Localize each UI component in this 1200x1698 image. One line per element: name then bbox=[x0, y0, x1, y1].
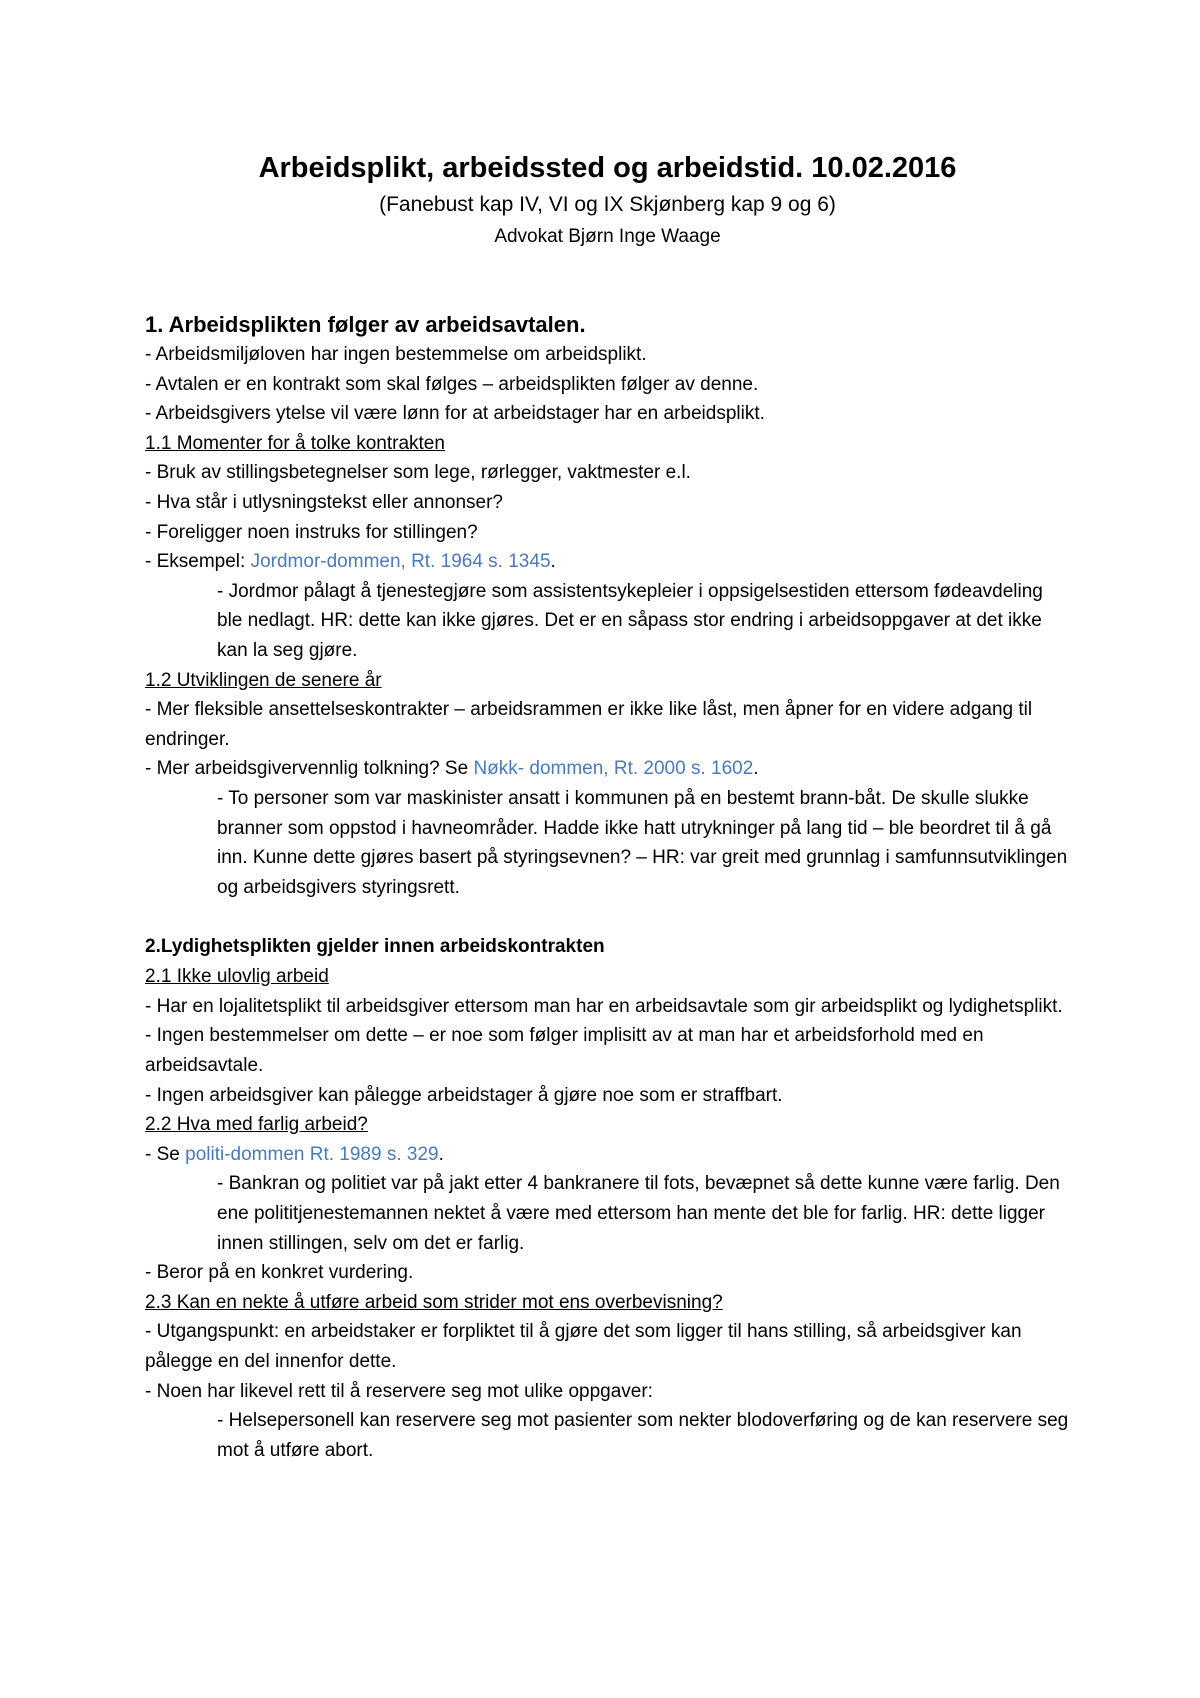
section-1-heading: 1. Arbeidsplikten følger av arbeidsavtalen. bbox=[145, 312, 586, 337]
subsection-2-3-bullet: - Noen har likevel rett til å reservere seg mot ulike oppgaver: bbox=[145, 1380, 653, 1402]
bullet-suffix: . bbox=[753, 758, 759, 780]
subsection-1-1-bullet: - Foreligger noen instruks for stillingen? bbox=[145, 521, 478, 543]
subsection-2-1-title: 2.1 Ikke ulovlig arbeid bbox=[145, 966, 329, 988]
subsection-2-1-bullet: - Ingen bestemmelser om dette – er noe som følger implisitt av at man har et arbeidsforhold med en arbeidsavtale. bbox=[145, 1025, 984, 1077]
example-prefix: - Eksempel: bbox=[145, 551, 251, 573]
case-detail: - Jordmor pålagt å tjenestegjøre som assistentsykepleier i oppsigelsestiden ettersom fødeavdeling ble nedlagt. HR: dette kan ikke gjøres. Det er en såpass stor endring i arbeidsoppgaver at det ikke kan la seg gjøre. bbox=[217, 580, 1043, 661]
case-detail: - Bankran og politiet var på jakt etter 4 bankranere til fots, bevæpnet så dette kunne være farlig. Den ene polititjenestemannen nektet å være med ettersom han mente det ble for farlig. HR: dette ligger innen stillingen, selv om det er farlig. bbox=[217, 1173, 1060, 1254]
bullet-prefix: - Mer arbeidsgivervennlig tolkning? Se bbox=[145, 758, 474, 780]
subsection-1-1-example bbox=[145, 547, 1070, 577]
subsection-2-1-bullet: - Ingen arbeidsgiver kan pålegge arbeidstager å gjøre noe som er straffbart. bbox=[145, 1084, 783, 1106]
section-2-heading: 2.Lydighetsplikten gjelder innen arbeidskontrakten bbox=[145, 936, 605, 958]
subsection-1-1-bullet: - Bruk av stillingsbetegnelser som lege, rørlegger, vaktmester e.l. bbox=[145, 462, 691, 484]
subsection-1-2-bullet bbox=[145, 754, 1070, 784]
subsection-2-2-bullet bbox=[145, 1140, 1070, 1170]
section-1-bullet: - Arbeidsmiljøloven har ingen bestemmelse om arbeidsplikt. bbox=[145, 344, 647, 365]
subsection-1-1-title: 1.1 Momenter for å tolke kontrakten bbox=[145, 432, 445, 454]
subsection-2-1-bullet: - Har en lojalitetsplikt til arbeidsgiver ettersom man har en arbeidsavtale som gir arbeidsplikt og lydighetsplikt. bbox=[145, 995, 1063, 1017]
case-link-politi[interactable]: politi-dommen Rt. 1989 s. 329 bbox=[185, 1143, 439, 1165]
subsection-2-2-bullet: - Beror på en konkret vurdering. bbox=[145, 1262, 414, 1284]
case-detail: - Helsepersonell kan reservere seg mot pasienter som nekter blodoverføring og de kan reservere seg mot å utføre abort. bbox=[217, 1410, 1069, 1461]
subsection-2-3-bullet: - Utgangspunkt: en arbeidstaker er forpliktet til å gjøre det som ligger til hans stilling, så arbeidsgiver kan pålegge en del innenfor dette. bbox=[145, 1321, 1022, 1372]
subsection-1-1-bullet: - Hva står i utlysningstekst eller annonser? bbox=[145, 491, 503, 513]
subsection-1-2-bullet: - Mer fleksible ansettelseskontrakter – arbeidsrammen er ikke like låst, men åpner for en videre adgang til endringer. bbox=[145, 699, 1033, 750]
document-body bbox=[145, 310, 1070, 1465]
bullet-prefix: - Se bbox=[145, 1143, 186, 1165]
case-link-jordmor[interactable]: Jordmor-dommen, Rt. 1964 s. 1345 bbox=[250, 551, 551, 573]
document-title: Arbeidsplikt, arbeidssted og arbeidstid. 10.02.2016 bbox=[258, 152, 957, 184]
section-1-bullet: - Avtalen er en kontrakt som skal følges – arbeidsplikten følger av denne. bbox=[145, 373, 759, 395]
document-header bbox=[145, 0, 1070, 252]
section-1-bullet: - Arbeidsgivers ytelse vil være lønn for at arbeidstager har en arbeidsplikt. bbox=[145, 403, 765, 425]
case-link-nokk[interactable]: Nøkk- dommen, Rt. 2000 s. 1602 bbox=[473, 758, 754, 780]
subsection-2-3-title: 2.3 Kan en nekte å utføre arbeid som strider mot ens overbevisning? bbox=[145, 1291, 723, 1313]
example-suffix: . bbox=[550, 551, 556, 573]
subsection-2-2-title: 2.2 Hva med farlig arbeid? bbox=[145, 1114, 368, 1136]
document-subtitle: (Fanebust kap IV, VI og IX Skjønberg kap 9 og 6) bbox=[379, 193, 836, 216]
case-detail: - To personer som var maskinister ansatt i kommunen på en bestemt brann-båt. De skulle slukke branner som oppstod i havneområder. Hadde ikke hatt utrykninger på lang tid – ble beordret til å gå inn. Kunne dette gjøres basert på styringsevnen? – HR: var greit med grunnlag i samfunnsutviklingen og arbeidsgivers styringsrett. bbox=[217, 787, 1068, 898]
bullet-suffix: . bbox=[438, 1143, 444, 1165]
subsection-1-2-title: 1.2 Utviklingen de senere år bbox=[145, 669, 382, 691]
document-author: Advokat Bjørn Inge Waage bbox=[494, 226, 721, 247]
